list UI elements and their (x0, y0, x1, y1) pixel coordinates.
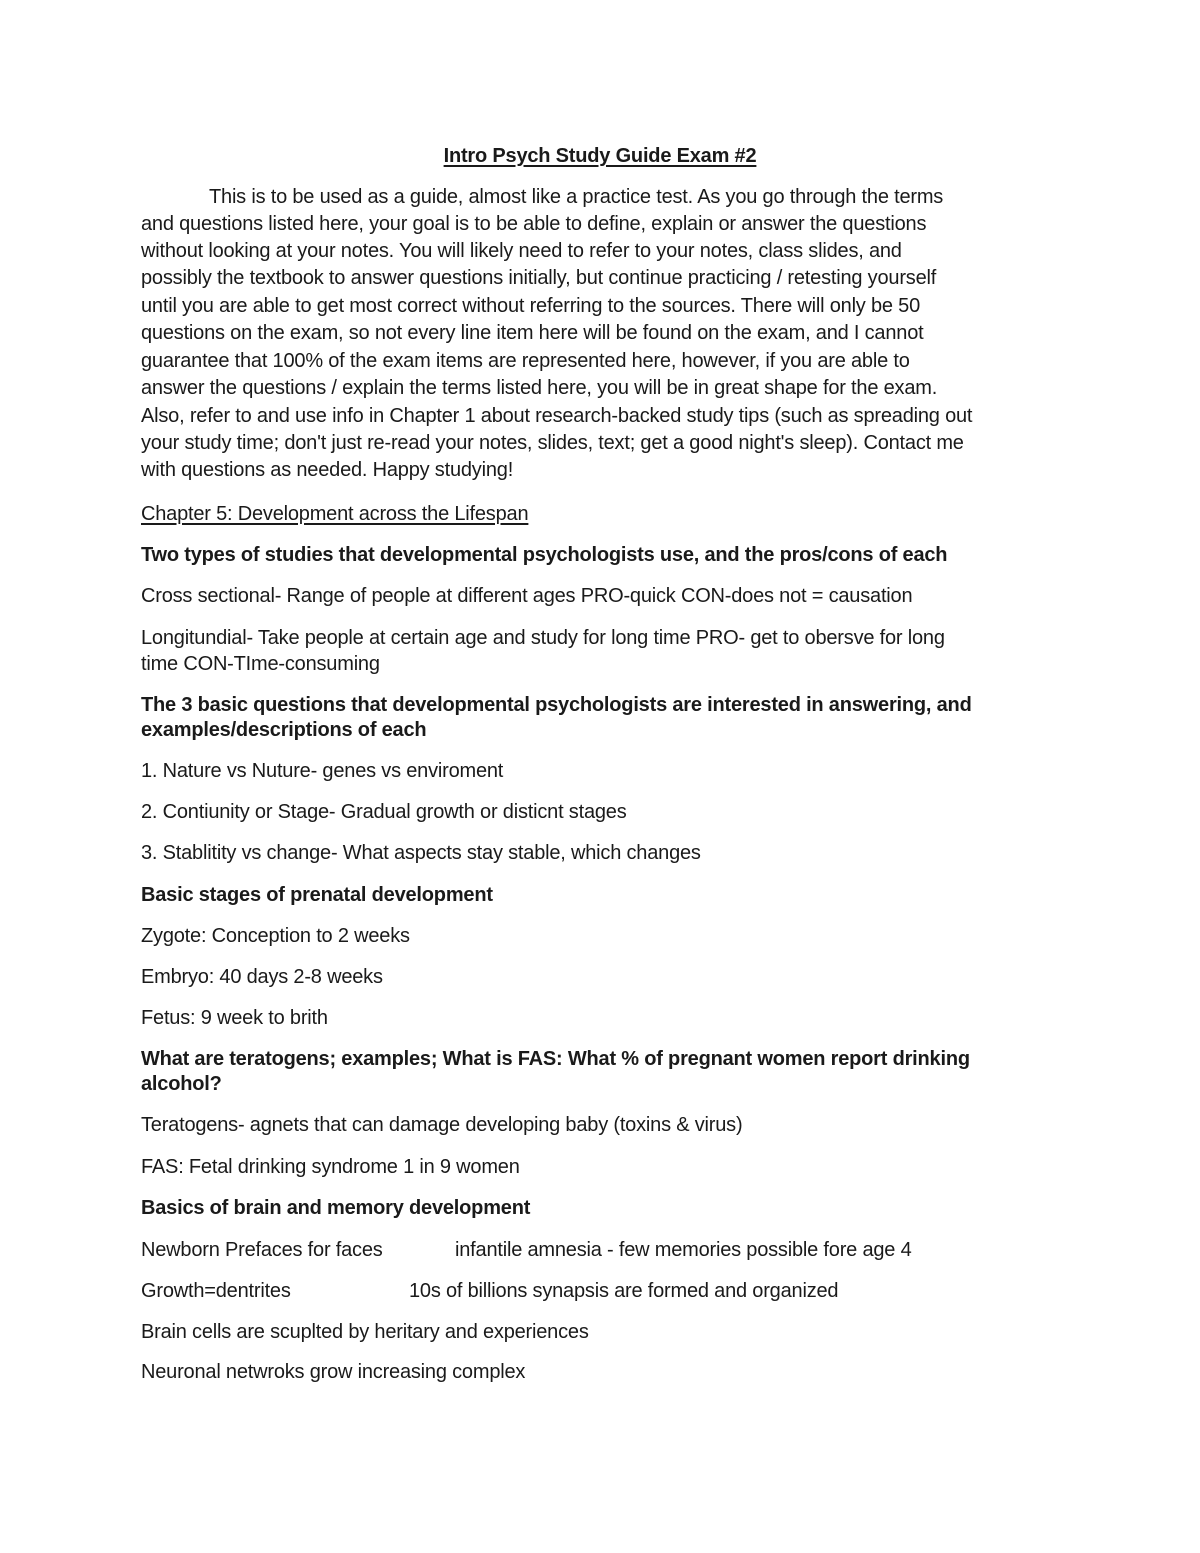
answer-line: Newborn Prefaces for faces (141, 1239, 383, 1261)
answer-line: Longitundial- Take people at certain age and study for long time PRO- get to obersve for long (141, 627, 945, 649)
answer-line: FAS: Fetal drinking syndrome 1 in 9 women (141, 1156, 520, 1178)
answer-line: 3. Stablitity vs change- What aspects stay stable, which changes (141, 842, 701, 864)
chapter-heading: Chapter 5: Development across the Lifespan (141, 503, 529, 525)
answer-line: Teratogens- agnets that can damage developing baby (toxins & virus) (141, 1114, 743, 1136)
answer-line: Brain cells are scuplted by heritary and experiences (141, 1321, 589, 1343)
intro-line: your study time; don't just re-read your notes, slides, text; get a good night's sleep). Contact me (141, 432, 964, 454)
answer-line: Growth=dentrites (141, 1280, 291, 1302)
intro-line: until you are able to get most correct without referring to the sources. There will only be 50 (141, 295, 921, 317)
intro-line: answer the questions / explain the terms listed here, you will be in great shape for the exam. (141, 377, 938, 399)
intro-line: This is to be used as a guide, almost like a practice test. As you go through the terms (209, 186, 944, 208)
answer-line: Embryo: 40 days 2-8 weeks (141, 966, 383, 988)
intro-line: with questions as needed. Happy studying! (141, 459, 514, 481)
intro-line: and questions listed here, your goal is to be able to define, explain or answer the questions (141, 213, 927, 235)
answer-line: Fetus: 9 week to brith (141, 1007, 328, 1029)
intro-line: questions on the exam, so not every line item here will be found on the exam, and I cannot (141, 322, 924, 344)
intro-line: possibly the textbook to answer questions initially, but continue practicing / retesting yourself (141, 267, 937, 289)
answer-line: Zygote: Conception to 2 weeks (141, 925, 410, 947)
answer-line: 1. Nature vs Nuture- genes vs enviroment (141, 760, 504, 782)
answer-line: Cross sectional- Range of people at different ages PRO-quick CON-does not = causation (141, 585, 913, 607)
answer-line: Neuronal netwroks grow increasing complex (141, 1361, 526, 1383)
question-heading: The 3 basic questions that developmental psychologists are interested in answering, and (141, 694, 972, 716)
answer-line: 2. Contiunity or Stage- Gradual growth or disticnt stages (141, 801, 627, 823)
question-heading: examples/descriptions of each (141, 719, 427, 741)
answer-line: time CON-TIme-consuming (141, 653, 380, 675)
intro-line: guarantee that 100% of the exam items are represented here, however, if you are able to (141, 350, 910, 372)
intro-line: Also, refer to and use info in Chapter 1 about research-backed study tips (such as spreading out (141, 405, 973, 427)
answer-line: infantile amnesia - few memories possible fore age 4 (455, 1239, 912, 1261)
question-heading: What are teratogens; examples; What is FAS: What % of pregnant women report drinking (141, 1048, 970, 1070)
question-heading: Two types of studies that developmental psychologists use, and the pros/cons of each (141, 544, 948, 566)
question-heading: Basic stages of prenatal development (141, 884, 493, 906)
intro-line: without looking at your notes. You will likely need to refer to your notes, class slides, and (141, 240, 902, 262)
question-heading: alcohol? (141, 1073, 222, 1095)
answer-line: 10s of billions synapsis are formed and organized (409, 1280, 839, 1302)
document-title: Intro Psych Study Guide Exam #2 (443, 145, 757, 167)
question-heading: Basics of brain and memory development (141, 1197, 531, 1219)
